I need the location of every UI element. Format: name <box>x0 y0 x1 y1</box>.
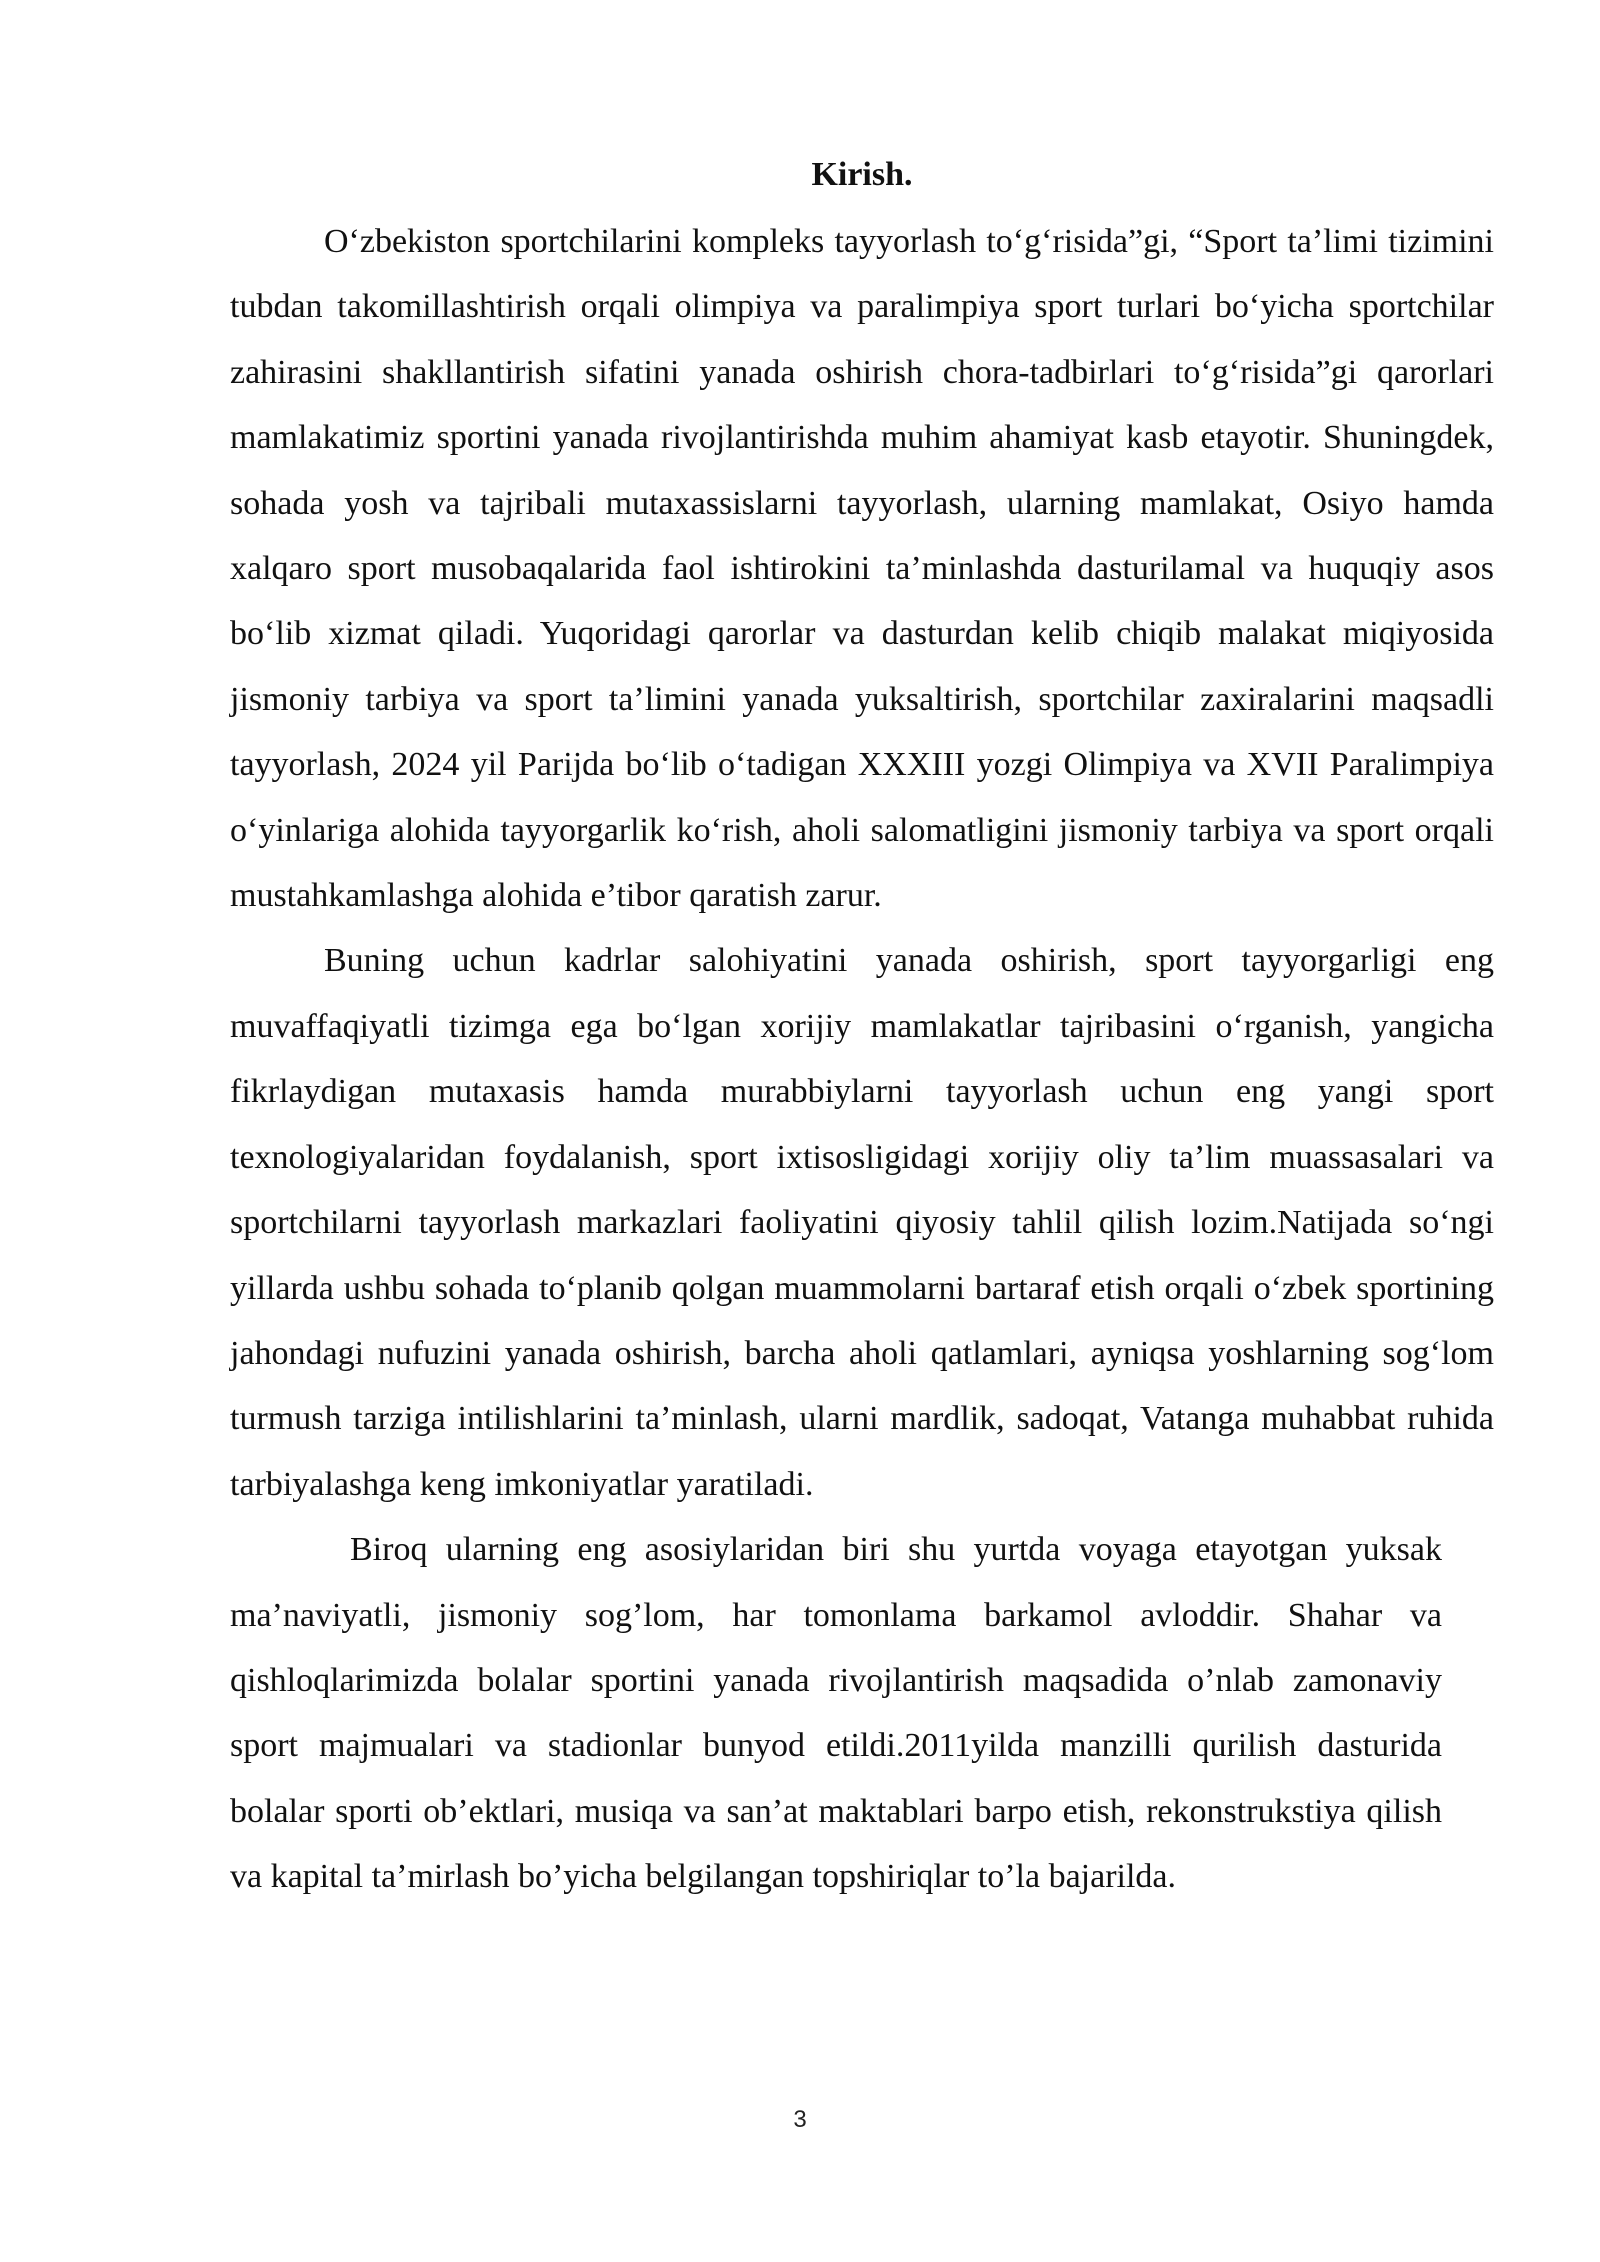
paragraph-2: Buning uchun kadrlar salohiyatini yanada oshirish, sport tayyorgarligi eng muvaffaqiyatli tizimga ega bo‘lgan xorijiy mamlakatlar tajribasini o‘rganish, yangicha fikrlaydigan mutaxasis hamda murabbiylarni tayyorlash uchun eng yangi sport texnologiyalaridan foydalanish, sport ixtisosligidagi xorijiy oliy ta’lim muassasalari va sportchilarni tayyorlash markazlari faoliyatini qiyosiy tahlil qilish lozim.Natijada so‘ngi yillarda ushbu sohada to‘planib qolgan muammolarni bartaraf etish orqali o‘zbek sportining jahondagi nufuzini yanada oshirish, barcha aholi qatlamlari, ayniqsa yoshlarning sog‘lom turmush tarziga intilishlarini ta’minlash, ularni mardlik, sadoqat, Vatanga muhabbat ruhida tarbiyalashga keng imkoniyatlar yaratiladi. <box>230 942 1494 1503</box>
paragraph-3: Biroq ularning eng asosiylaridan biri shu yurtda voyaga etayotgan yuksak ma’naviyatli, jismoniy sog’lom, har tomonlama barkamol avloddir. Shahar va qishloqlarimizda bolalar sportini yanada rivojlantirish maqsadida o’nlab zamonaviy sport majmualari va stadionlar bunyod etildi.2011yilda manzilli qurilish dasturida bolalar sporti ob’ektlari, musiqa va san’at maktablari barpo etish, rekonstrukstiya qilish va kapital ta’mirlash bo’yicha belgilangan topshiriqlar to’la bajarilda. <box>230 1531 1442 1896</box>
page-content <box>230 145 1494 1910</box>
section-heading: Kirish. <box>811 156 913 193</box>
paragraph-1: O‘zbekiston sportchilarini kompleks tayyorlash to‘g‘risida”gi, “Sport ta’limi tizimini tubdan takomillashtirish orqali olimpiya va paralimpiya sport turlari bo‘yicha sportchilar zahirasini shakllantirish sifatini yanada oshirish chora-tadbirlari to‘g‘risida”gi qarorlari mamlakatimiz sportini yanada rivojlantirishda muhim ahamiyat kasb etayotir. Shuningdek, sohada yosh va tajribali mutaxassislarni tayyorlash, ularning mamlakat, Osiyo hamda xalqaro sport musobaqalarida faol ishtirokini ta’minlashda dasturilamal va huquqiy asos bo‘lib xizmat qiladi. Yuqoridagi qarorlar va dasturdan kelib chiqib malakat miqiyosida jismoniy tarbiya va sport ta’limini yanada yuksaltirish, sportchilar zaxiralarini maqsadli tayyorlash, 2024 yil Parijda bo‘lib o‘tadigan XXXIII yozgi Olimpiya va XVII Paralimpiya o‘yinlariga alohida tayyorgarlik ko‘rish, aholi salomatligini jismoniy tarbiya va sport orqali mustahkamlashga alohida e’tibor qaratish zarur. <box>230 223 1494 915</box>
page-number: 3 <box>793 2106 807 2133</box>
